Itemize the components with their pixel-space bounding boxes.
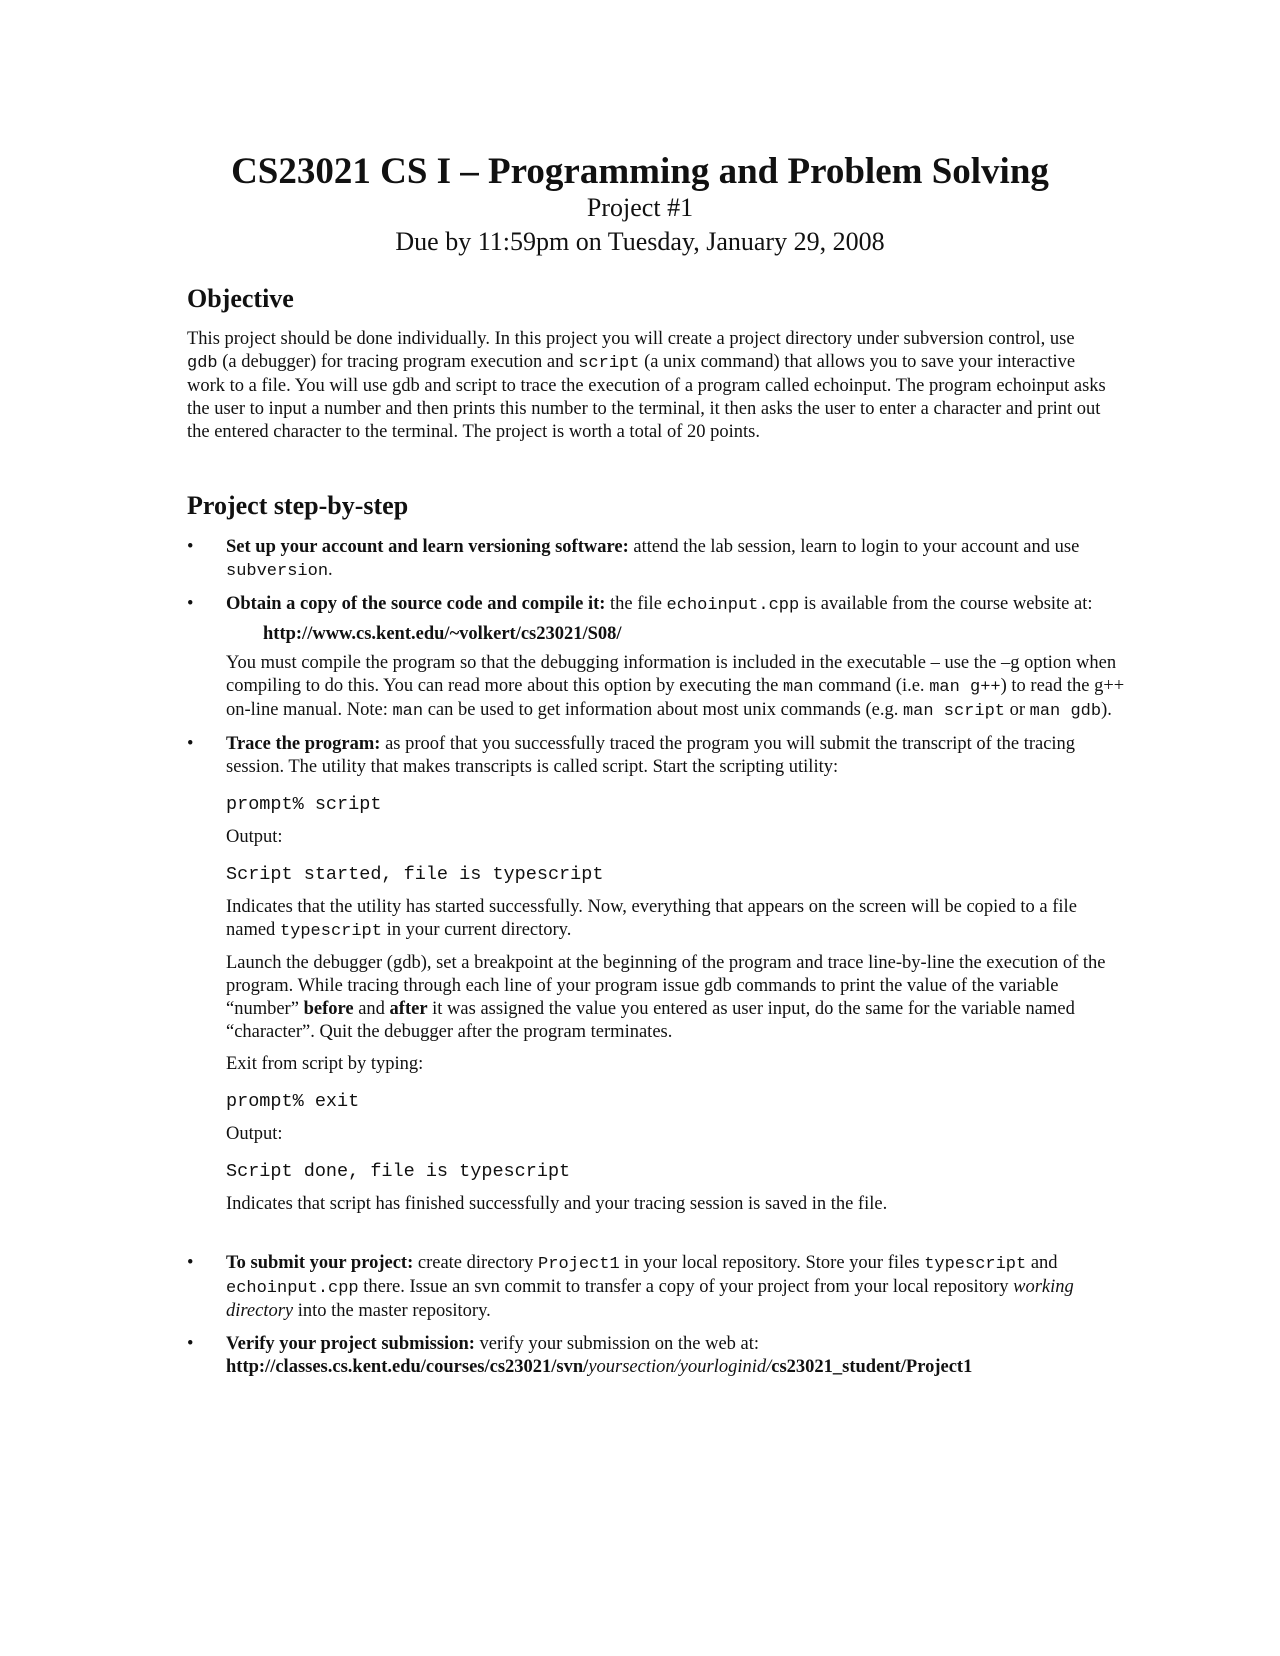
step-trace-text (226, 733, 1127, 779)
objective-heading: Objective (187, 284, 294, 313)
inline-code: echoinput.cpp (226, 1279, 359, 1298)
text: the file (605, 594, 667, 614)
project-number: Project #1 (586, 193, 694, 222)
text: You must compile the program so that the debugging information is included in the executable – use the –g option when compiling to do this. You can read more about this option by executing the (226, 653, 1117, 696)
bullet-icon: • (187, 734, 194, 754)
inline-code: typescript (279, 922, 382, 941)
url-part: yoursection/yourloginid/ (588, 1357, 772, 1377)
text: (a unix command) that allows you to save your interactive work to a file. You will use gdb and script to trace the execution of a program called echoinput. The program echoinput asks the user to input a number and then prints this number to the terminal, it then asks the user to enter a character and print out the entered character to the terminal. The project is worth a total of 20 points. (187, 352, 1106, 442)
text: in your current directory. (381, 920, 572, 940)
text: verify your submission on the web at: (474, 1334, 760, 1354)
text: ) to read the g++ on-line manual. Note: (226, 676, 1125, 720)
step-verify (187, 1333, 1127, 1379)
text: or (1004, 700, 1030, 720)
text: attend the lab session, learn to login to your account and use (628, 537, 1080, 557)
started-explanation (226, 896, 1127, 943)
inline-code: subversion (226, 562, 329, 581)
step-setup (187, 536, 1127, 583)
step-submit-text (226, 1252, 1127, 1323)
text: Indicates that the utility has started successfully. Now, everything that appears on the screen will be copied to a file named (226, 897, 1077, 940)
step-obtain-text (226, 593, 1127, 617)
text: ). (1101, 700, 1112, 720)
inline-code: script (578, 354, 640, 373)
objective-paragraph (187, 328, 1107, 444)
inline-code: echoinput.cpp (666, 596, 800, 615)
text: and (1026, 1253, 1058, 1273)
inline-code: man g++ (929, 678, 1001, 697)
page-title: CS23021 CS I – Programming and Problem Solving (231, 151, 1049, 192)
step-trace (187, 733, 1127, 1216)
text: as proof that you successfully traced the program you will submit the transcript of the tracing session. The utility that makes transcripts is called script. Start the scripting utility: (226, 734, 1076, 777)
step-verify-text (226, 1333, 1127, 1356)
text: into the master repository. (293, 1301, 491, 1321)
command-exit: prompt% exit (226, 1091, 360, 1112)
exit-instructions: Exit from script by typing: (226, 1054, 424, 1074)
step-label: To submit your project: (226, 1253, 414, 1273)
text: it was assigned the value you entered as user input, do the same for the variable named “character”. Quit the debugger after the program terminates. (226, 999, 1075, 1042)
text: in your local repository. Store your files (619, 1253, 925, 1273)
finished-explanation: Indicates that script has finished successfully and your tracing session is saved in the file. (226, 1194, 888, 1214)
bullet-icon: • (187, 1334, 194, 1354)
inline-code: man script (902, 702, 1005, 721)
emphasis: after (389, 999, 428, 1019)
step-obtain (187, 593, 1127, 723)
text: . (328, 560, 333, 580)
bullet-icon: • (187, 537, 194, 557)
emphasis: before (303, 999, 354, 1019)
text: command (i.e. (813, 676, 930, 696)
launch-debugger-instructions (226, 952, 1127, 1044)
due-date: Due by 11:59pm on Tuesday, January 29, 2008 (395, 227, 885, 256)
output-label: Output: (226, 1124, 283, 1144)
submission-url[interactable] (226, 1356, 1127, 1379)
command-script: prompt% script (226, 794, 382, 815)
text: This project should be done individually. In this project you will create a project directory under subversion control, use (187, 329, 1075, 349)
step-label: Verify your project submission: (226, 1334, 475, 1354)
text: can be used to get information about most unix commands (e.g. (423, 700, 903, 720)
url-part: cs23021_student/Project1 (771, 1357, 973, 1377)
step-setup-text (226, 536, 1127, 583)
text: (a debugger) for tracing program execution and (217, 352, 579, 372)
steps-list (187, 536, 1127, 1379)
step-submit (187, 1252, 1127, 1323)
text: and (353, 999, 390, 1019)
url-part: http://classes.cs.kent.edu/courses/cs23021/svn/ (226, 1357, 589, 1377)
output-script-started: Script started, file is typescript (226, 864, 604, 885)
step-label: Set up your account and learn versioning software: (226, 537, 629, 557)
inline-code: Project1 (538, 1255, 620, 1274)
inline-code: gdb (187, 354, 218, 373)
course-website-url[interactable]: http://www.cs.kent.edu/~volkert/cs23021/S08/ (263, 624, 622, 644)
output-script-done: Script done, file is typescript (226, 1161, 571, 1182)
compile-instructions (226, 652, 1127, 723)
inline-code: man gdb (1029, 702, 1102, 721)
text: create directory (413, 1253, 539, 1273)
inline-code: typescript (924, 1255, 1027, 1274)
inline-code: man (782, 678, 814, 697)
inline-code: man (392, 702, 424, 721)
steps-heading: Project step-by-step (187, 491, 409, 520)
bullet-icon: • (187, 1253, 194, 1273)
output-label: Output: (226, 827, 283, 847)
emphasis: working directory (226, 1277, 1074, 1321)
step-label: Trace the program: (226, 734, 381, 754)
text: there. Issue an svn commit to transfer a copy of your project from your local repository (358, 1277, 1014, 1297)
step-label: Obtain a copy of the source code and compile it: (226, 594, 606, 614)
text: is available from the course website at: (799, 594, 1093, 614)
text: Launch the debugger (gdb), set a breakpoint at the beginning of the program and trace line-by-line the execution of the program. While tracing through each line of your program issue gdb commands to print the value of the variable “number” (226, 953, 1106, 1019)
bullet-icon: • (187, 594, 194, 614)
